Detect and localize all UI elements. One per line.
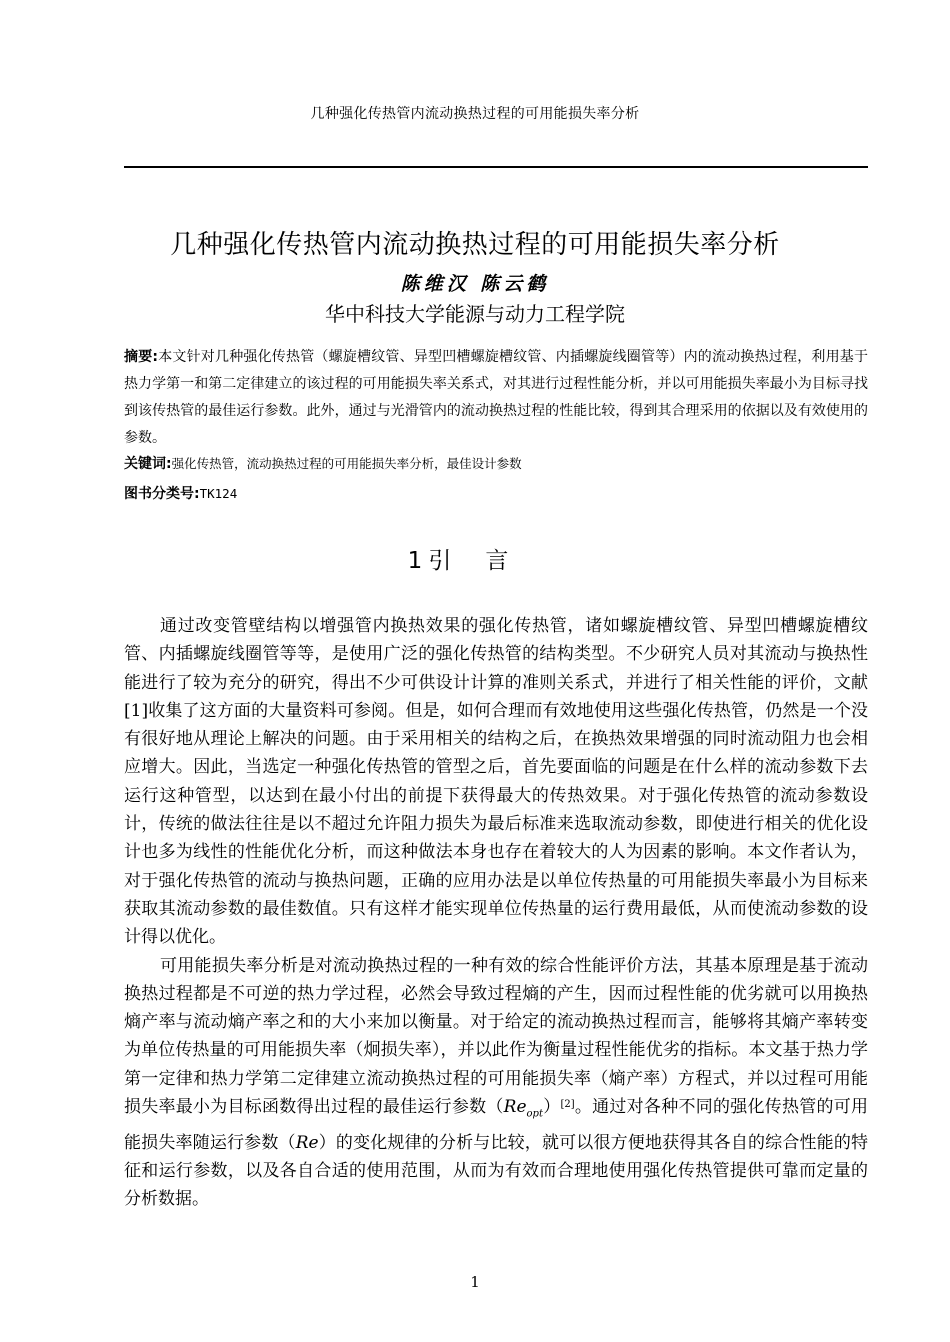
paragraph-1: 通过改变管壁结构以增强管内换热效果的强化传热管，诸如螺旋槽纹管、异型凹槽螺旋槽纹管、内插螺旋线圈管等等，是使用广泛的强化传热管的结构类型。不少研究人员对其流动与换热性能进行了较为充分的研究，得出不少可供设计计算的准则关系式，并进行了相关性能的评价，文献[1]收集了这方面的大量资料可参阅。但是，如何合理而有效地使用这些强化传热管，仍然是一个没有很好地从理论上解决的问题。由于采用相关的结构之后，在换热效果增强的同时流动阻力也会相应增大。因此，当选定一种强化传热管的管型之后，首先要面临的问题是在什么样的流动参数下去运行这种管型，以达到在最小付出的前提下获得最大的传热效果。对于强化传热管的流动参数设计，传统的做法往往是以不超过允许阻力损失为最后标准来选取流动参数，即使进行相关的优化设计也多为线性的性能优化分析，而这种做法本身也存在着较大的人为因素的影响。本文作者认为，对于强化传热管的流动与换热问题，正确的应用办法是以单位传热量的可用能损失率最小为目标来获取其流动参数的最佳数值。只有这样才能实现单位传热量的运行费用最低，从而使流动参数的设计得以优化。 xyxy=(124,616,868,948)
keywords xyxy=(124,454,868,475)
classification-text: TK124 xyxy=(199,486,238,501)
keywords-text: 强化传热管，流动换热过程的可用能损失率分析，最佳设计参数 xyxy=(171,456,522,471)
classification-label: 图书分类号: xyxy=(124,486,200,502)
section-number: 1 xyxy=(407,548,423,574)
re-symbol-2: Re xyxy=(295,1132,319,1153)
abstract-text: 本文针对几种强化传热管（螺旋槽纹管、异型凹槽螺旋槽纹管、内插螺旋线圈管等）内的流动换热过程，利用基于热力学第一和第二定律建立的该过程的可用能损失率关系式，对其进行过程性能分析，并以可用能损失率最小为目标寻找到该传热管的最佳运行参数。此外，通过与光滑管内的流动换热过程的性能比较，得到其合理采用的依据以及有效使用的参数。 xyxy=(124,349,868,446)
paragraph-2-part-d: ）的变化规律的分析与比较，就可以很方便地获得其各自的综合性能的特征和运行参数，以及各自合适的使用范围，从而为有效而合理地使用强化传热管提供可靠而定量的分析数据。 xyxy=(124,1132,869,1210)
paragraph-2-part-c: 。通过对各种不同的强化传热管的可用能损失率随运行参数（ xyxy=(124,1097,869,1153)
re-symbol: Re xyxy=(503,1097,527,1118)
section-title: 引言 xyxy=(428,548,543,574)
paper-title: 几种强化传热管内流动换热过程的可用能损失率分析 xyxy=(170,230,780,260)
keywords-label: 关键词: xyxy=(124,456,172,472)
section-heading xyxy=(0,542,950,575)
classification-number xyxy=(124,484,868,505)
body-text xyxy=(124,612,868,1214)
citation-2: [2] xyxy=(560,1099,575,1111)
paragraph-2-part-b: ） xyxy=(542,1097,561,1118)
running-header: 几种强化传热管内流动换热过程的可用能损失率分析 xyxy=(310,106,640,122)
paragraph-2-part-a: 可用能损失率分析是对流动换热过程的一种有效的综合性能评价方法，其基本原理是基于流动换热过程都是不可逆的热力学过程，必然会导致过程熵的产生，因而过程性能的优劣就可以用换热熵产率与流动熵产率之和的大小来加以衡量。对于给定的流动换热过程而言，能够将其熵产率转变为单位传热量的可用能损失率（炯损失率），并以此作为衡量过程性能优劣的指标。本文基于热力学第一定律和热力学第二定律建立流动换热过程的可用能损失率（熵产率）方程式，并以过程可用能损失率最小为目标函数得出过程的最佳运行参数（ xyxy=(124,955,868,1118)
page-number: 1 xyxy=(470,1273,480,1291)
paragraph-2 xyxy=(124,952,868,1214)
abstract xyxy=(124,344,868,452)
authors: 陈维汉 陈云鹤 xyxy=(400,273,550,295)
opt-subscript: opt xyxy=(526,1108,543,1120)
header-rule xyxy=(124,166,868,168)
abstract-label: 摘要: xyxy=(124,349,158,365)
affiliation: 华中科技大学能源与动力工程学院 xyxy=(325,302,625,326)
